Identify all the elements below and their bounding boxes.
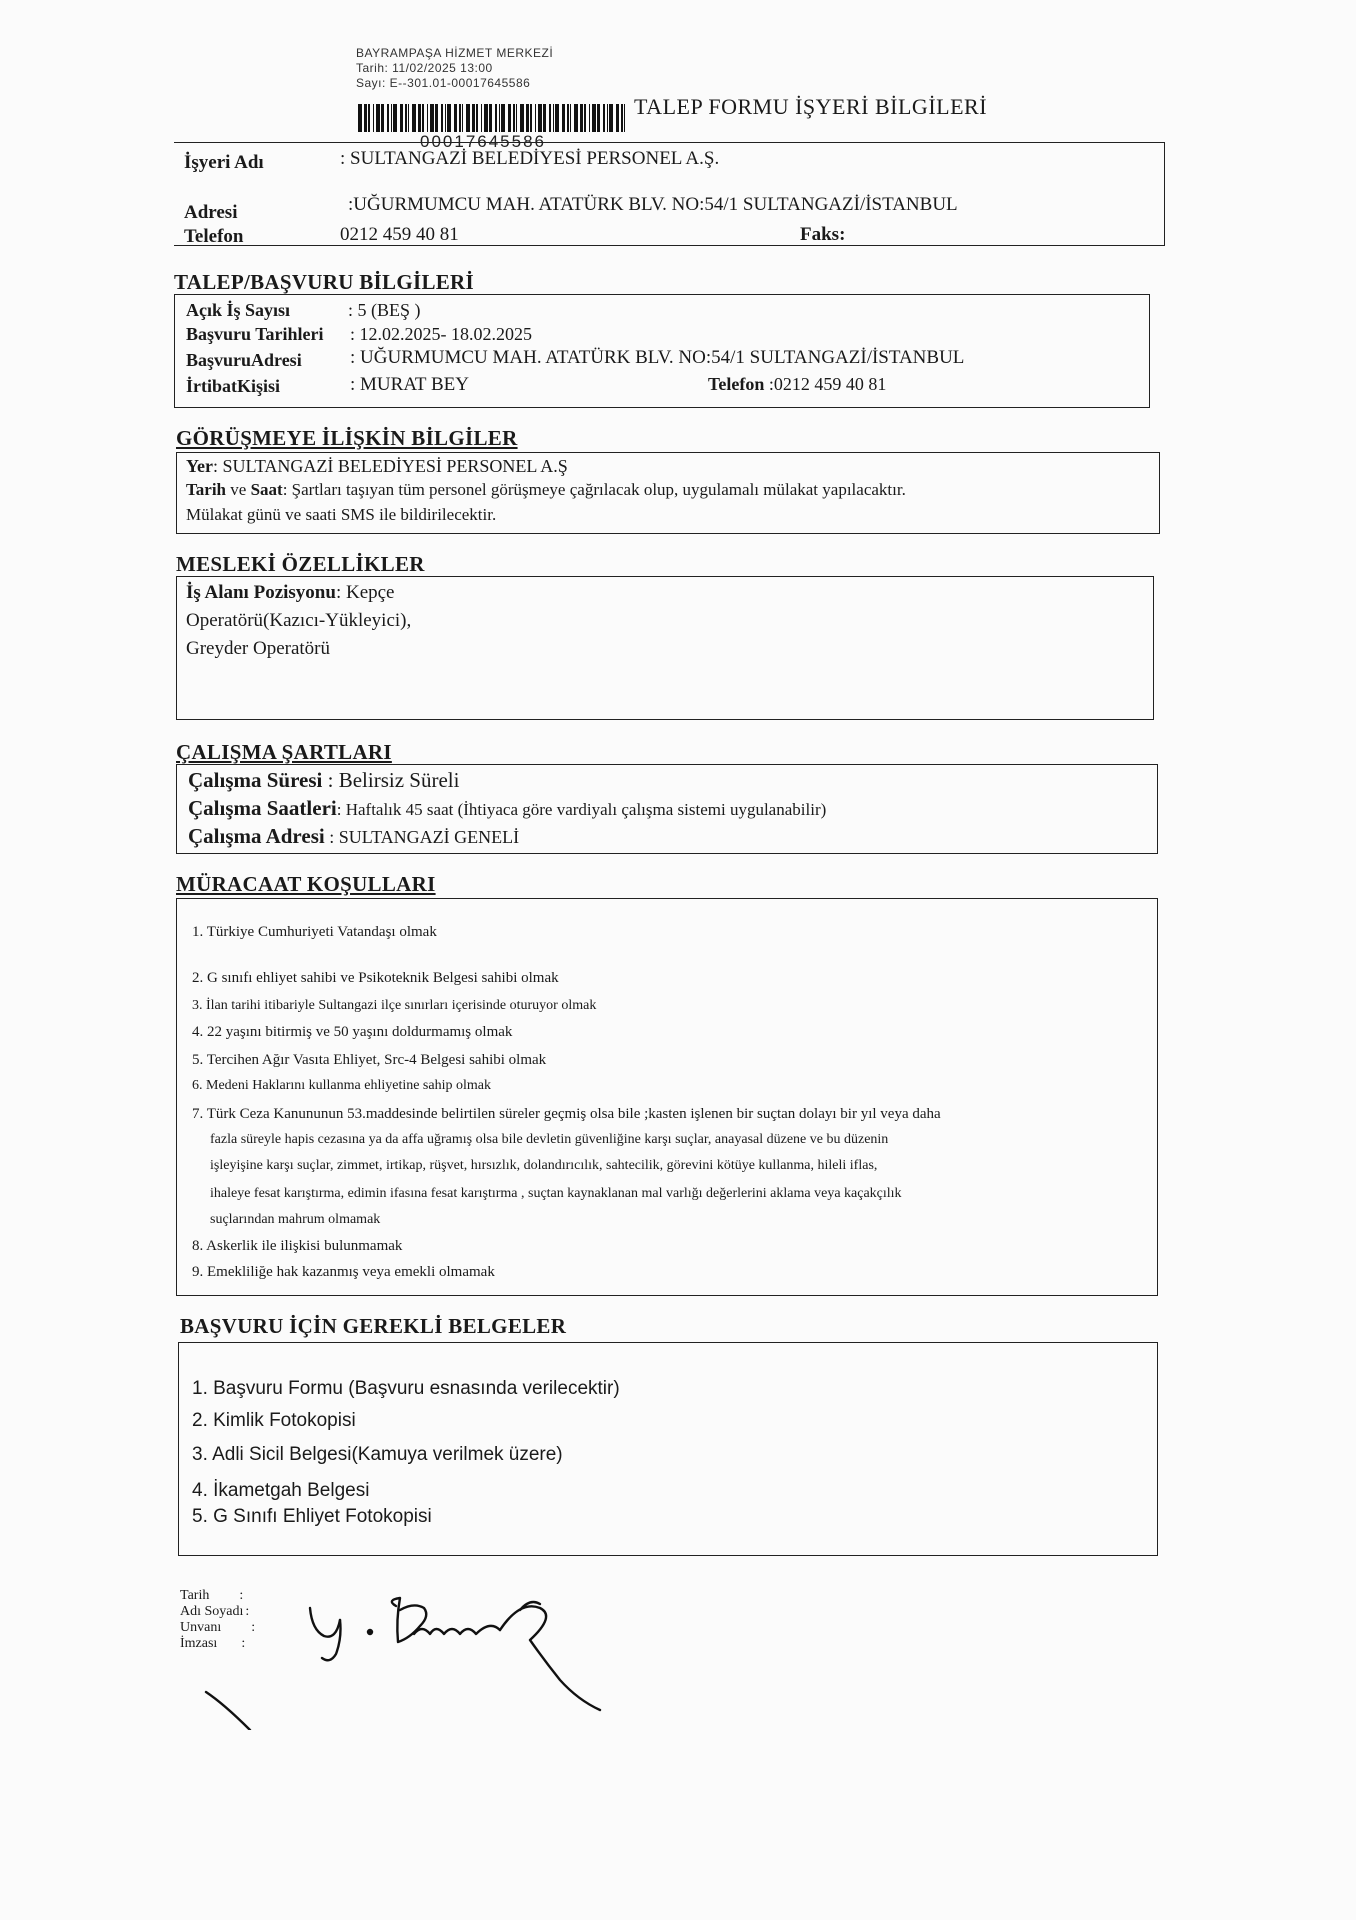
application-dates-label: Başvuru Tarihleri bbox=[186, 324, 324, 344]
barcode-bar bbox=[538, 104, 542, 132]
interview-section-title: GÖRÜŞMEYE İLİŞKİN BİLGİLER bbox=[176, 426, 518, 450]
barcode-bar bbox=[391, 104, 392, 132]
barcode-bar bbox=[520, 104, 524, 132]
barcode-bar bbox=[562, 104, 565, 132]
requirement-item: 8. Askerlik ile ilişkisi bulunmamak bbox=[192, 1238, 403, 1254]
barcode-bar bbox=[543, 104, 546, 132]
barcode-bar bbox=[549, 104, 551, 132]
employer-address-value: :UĞURMUMCU MAH. ATATÜRK BLV. NO:54/1 SULTANGAZİ/İSTANBUL bbox=[348, 194, 958, 215]
barcode-bar bbox=[441, 104, 443, 132]
barcode-bar bbox=[472, 104, 475, 132]
profession-section-title: MESLEKİ ÖZELLİKLER bbox=[176, 552, 425, 576]
document-item: 5. G Sınıfı Ehliyet Fotokopisi bbox=[192, 1506, 432, 1527]
request-section-title: TALEP/BAŞVURU BİLGİLERİ bbox=[174, 270, 474, 294]
barcode-bar bbox=[405, 104, 407, 132]
barcode-bar bbox=[418, 104, 421, 132]
work-address-value: : SULTANGAZİ GENELİ bbox=[324, 827, 520, 847]
contact-phone-label: Telefon bbox=[708, 374, 765, 394]
requirement-item: işleyişine karşı suçlar, zimmet, irtikap, rüşvet, hırsızlık, dolandırıcılık, sahtecilik, görevini kötüye kullanma, hileli iflas, bbox=[210, 1158, 878, 1173]
barcode-bar bbox=[376, 104, 380, 132]
signature-sign-colon: : bbox=[241, 1636, 246, 1651]
requirement-item: 9. Emekliliğe hak kazanmış veya emekli olmamak bbox=[192, 1264, 495, 1280]
requirement-item: ihaleye fesat karıştırma, edimin ifasına fesat karıştırma , suçtan kaynaklanan mal varlığı değerlerini aklama veya kaçakçılık bbox=[210, 1186, 902, 1201]
requirement-item: 5. Tercihen Ağır Vasıta Ehliyet, Src-4 Belgesi sahibi olmak bbox=[192, 1052, 547, 1068]
interview-note: Mülakat günü ve saati SMS ile bildirilecektir. bbox=[186, 505, 497, 524]
barcode-bar bbox=[435, 104, 438, 132]
requirements-section-title: MÜRACAAT KOŞULLARI bbox=[176, 872, 436, 896]
barcode-bar bbox=[462, 104, 463, 132]
barcode-bar bbox=[373, 104, 374, 132]
barcode-bar bbox=[584, 104, 586, 132]
employer-name-value: : SULTANGAZİ BELEDİYESİ PERSONEL A.Ş. bbox=[340, 148, 720, 169]
handwritten-signature bbox=[200, 1580, 620, 1730]
barcode-bar bbox=[368, 104, 370, 132]
barcode-bar bbox=[621, 104, 623, 132]
barcode-bar bbox=[408, 104, 409, 132]
interview-time-label: Saat bbox=[250, 480, 283, 499]
barcode-bar bbox=[499, 104, 500, 132]
barcode-bar bbox=[422, 104, 424, 132]
barcode-bar bbox=[555, 104, 559, 132]
barcode-bar bbox=[624, 104, 625, 132]
barcode-bar bbox=[570, 104, 571, 132]
requirement-item: fazla süreyle hapis cezasına ya da affa uğramış olsa bile devletin güvenliğine karşı suçlar, anayasal düzene ve bu düzenin bbox=[210, 1132, 889, 1147]
barcode-number: 00017645586 bbox=[420, 132, 547, 151]
document-item: 3. Adli Sicil Belgesi(Kamuya verilmek üzere) bbox=[192, 1444, 563, 1465]
work-duration-value: : Belirsiz Süreli bbox=[322, 768, 460, 792]
barcode-bar bbox=[609, 104, 613, 132]
work-address-label: Çalışma Adresi bbox=[188, 824, 325, 848]
barcode-image bbox=[358, 104, 628, 132]
stamp-number: Sayı: E--301.01-00017645586 bbox=[356, 76, 531, 90]
conditions-section-title: ÇALIŞMA ŞARTLARI bbox=[176, 740, 392, 764]
document-item: 1. Başvuru Formu (Başvuru esnasında verilecektir) bbox=[192, 1378, 620, 1399]
barcode-bar bbox=[495, 104, 497, 132]
contact-person-value: : MURAT BEY bbox=[350, 374, 469, 395]
barcode-bar bbox=[466, 104, 470, 132]
requirement-item: 2. G sınıfı ehliyet sahibi ve Psikoteknik Belgesi sahibi olmak bbox=[192, 970, 559, 986]
interview-date-conj: ve bbox=[226, 480, 251, 499]
barcode-bar bbox=[526, 104, 529, 132]
stamp-office: BAYRAMPAŞA HİZMET MERKEZİ bbox=[356, 46, 554, 60]
interview-date-value: : Şartları taşıyan tüm personel görüşmeye çağrılacak olup, uygulamalı mülakat yapılacaktır. bbox=[282, 480, 906, 499]
barcode-bar bbox=[597, 104, 600, 132]
interview-place-value: : SULTANGAZİ BELEDİYESİ PERSONEL A.Ş bbox=[212, 456, 568, 476]
form-title: TALEP FORMU İŞYERİ BİLGİLERİ bbox=[634, 94, 988, 119]
barcode-bar bbox=[476, 104, 478, 132]
position-line3: Greyder Operatörü bbox=[186, 638, 331, 659]
interview-place-label: Yer bbox=[186, 456, 213, 476]
application-address-value: : UĞURMUMCU MAH. ATATÜRK BLV. NO:54/1 SULTANGAZİ/İSTANBUL bbox=[350, 347, 965, 368]
barcode-bar bbox=[430, 104, 434, 132]
barcode-bar bbox=[484, 104, 488, 132]
barcode-bar bbox=[393, 104, 397, 132]
requirement-item: 1. Türkiye Cumhuriyeti Vatandaşı olmak bbox=[192, 924, 437, 940]
barcode-bar bbox=[489, 104, 492, 132]
employer-name-label: İşyeri Adı bbox=[184, 152, 264, 173]
document-item: 2. Kimlik Fotokopisi bbox=[192, 1410, 356, 1431]
position-line1: : Kepçe bbox=[335, 582, 395, 603]
employer-phone-label: Telefon bbox=[184, 226, 244, 247]
barcode-bar bbox=[447, 104, 451, 132]
barcode-bar bbox=[553, 104, 554, 132]
contact-person-label: İrtibatKişisi bbox=[186, 376, 281, 396]
employer-phone-value: 0212 459 40 81 bbox=[340, 224, 459, 245]
barcode-bar bbox=[501, 104, 505, 132]
barcode-bar bbox=[400, 104, 403, 132]
registry-stamp bbox=[356, 46, 553, 91]
interview-date-label: Tarih bbox=[186, 480, 227, 499]
barcode-bar bbox=[567, 104, 569, 132]
application-address-label: BaşvuruAdresi bbox=[186, 350, 302, 370]
barcode-bar bbox=[580, 104, 583, 132]
employer-fax-label: Faks: bbox=[800, 224, 846, 245]
stamp-date: Tarih: 11/02/2025 13:00 bbox=[356, 61, 493, 75]
barcode-bar bbox=[516, 104, 517, 132]
barcode-bar bbox=[589, 104, 590, 132]
barcode-bar bbox=[607, 104, 608, 132]
barcode-bar bbox=[381, 104, 384, 132]
signature-name-colon: : bbox=[245, 1604, 250, 1619]
barcode-bar bbox=[574, 104, 578, 132]
barcode-bar bbox=[358, 104, 362, 132]
requirements-box bbox=[176, 898, 1158, 1296]
barcode-bar bbox=[592, 104, 596, 132]
requirement-item: 7. Türk Ceza Kanununun 53.maddesinde belirtilen süreler geçmiş olsa bile ;kasten işlenen bir suçtan dolayı bir yıl veya daha bbox=[192, 1106, 941, 1122]
signature-date-colon: : bbox=[239, 1588, 244, 1603]
barcode-bar bbox=[513, 104, 515, 132]
employer-address-label: Adresi bbox=[184, 202, 238, 223]
open-jobs-label: Açık İş Sayısı bbox=[186, 300, 291, 320]
barcode-bar bbox=[616, 104, 619, 132]
open-jobs-value: : 5 (BEŞ ) bbox=[348, 300, 421, 320]
documents-section-title: BAŞVURU İÇİN GEREKLİ BELGELER bbox=[180, 1314, 567, 1338]
barcode-bar bbox=[364, 104, 367, 132]
barcode-bar bbox=[454, 104, 457, 132]
work-hours-label: Çalışma Saatleri bbox=[188, 796, 337, 820]
signature-title-label: Unvanı bbox=[180, 1620, 222, 1635]
barcode-bar bbox=[427, 104, 428, 132]
document-item: 4. İkametgah Belgesi bbox=[192, 1480, 370, 1501]
barcode-bar bbox=[412, 104, 416, 132]
signature-sign-label: İmzası bbox=[180, 1636, 218, 1651]
barcode-bar bbox=[535, 104, 536, 132]
barcode-bar bbox=[459, 104, 461, 132]
barcode-bar bbox=[530, 104, 532, 132]
signature-title-colon: : bbox=[251, 1620, 256, 1635]
application-dates-value: : 12.02.2025- 18.02.2025 bbox=[350, 324, 532, 344]
work-hours-value: : Haftalık 45 saat (İhtiyaca göre vardiyalı çalışma sistemi uygulanabilir) bbox=[336, 800, 827, 819]
work-duration-label: Çalışma Süresi bbox=[188, 768, 323, 792]
barcode-bar bbox=[387, 104, 389, 132]
barcode-bar bbox=[603, 104, 605, 132]
barcode-bar bbox=[445, 104, 446, 132]
contact-phone-value: :0212 459 40 81 bbox=[768, 374, 887, 394]
requirement-item: 3. İlan tarihi itibariyle Sultangazi ilçe sınırları içerisinde oturuyor olmak bbox=[192, 998, 597, 1013]
barcode-bar bbox=[508, 104, 511, 132]
barcode-bar bbox=[481, 104, 482, 132]
requirement-item: 4. 22 yaşını bitirmiş ve 50 yaşını doldurmamış olmak bbox=[192, 1024, 513, 1040]
requirement-item: 6. Medeni Haklarını kullanma ehliyetine sahip olmak bbox=[192, 1078, 491, 1093]
position-label: İş Alanı Pozisyonu bbox=[186, 582, 336, 603]
signature-name-label: Adı Soyadı bbox=[180, 1604, 244, 1619]
signature-date-label: Tarih bbox=[180, 1588, 210, 1603]
position-line2: Operatörü(Kazıcı-Yükleyici), bbox=[186, 610, 412, 631]
requirement-item: suçlarından mahrum olmamak bbox=[210, 1212, 381, 1227]
